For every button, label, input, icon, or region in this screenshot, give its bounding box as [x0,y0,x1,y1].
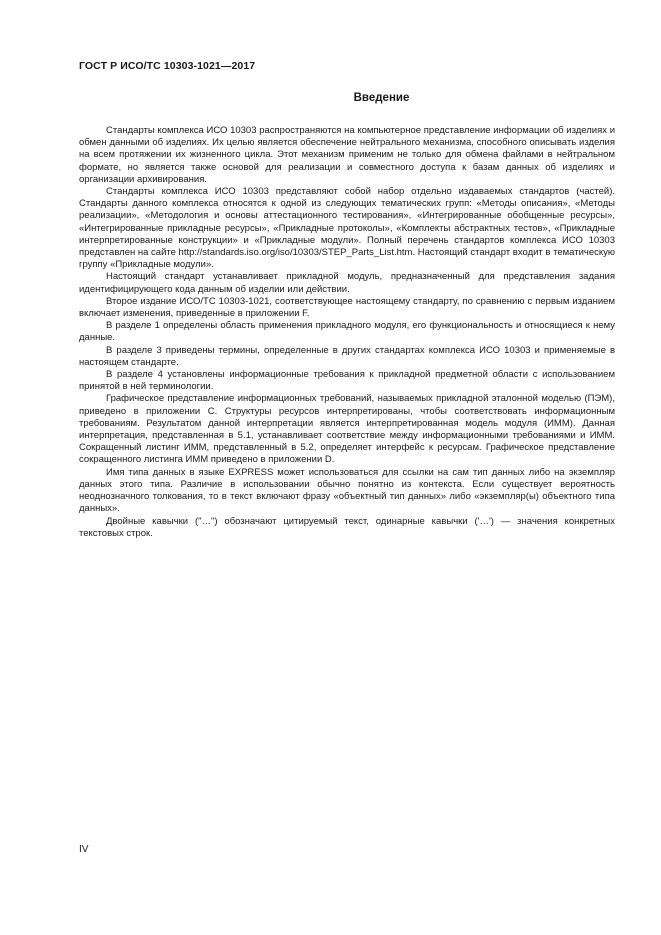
paragraph: Двойные кавычки ("…") обозначают цитируемый текст, одинарные кавычки ('…') — значения конкретных текстовых строк. [79,515,615,539]
document-header: ГОСТ Р ИСО/ТС 10303-1021—2017 [79,60,256,72]
paragraph: В разделе 1 определены область применения прикладного модуля, его функциональность и относящиеся к нему данные. [79,320,615,344]
body-text [79,125,615,540]
paragraph: Имя типа данных в языке EXPRESS может использоваться для ссылки на сам тип данных либо на экземпляр данных этого типа. Различие в использовании обычно понятно из контекста. Если существует вероятность неоднозначного толкования, то в текст включают фразу «объектный тип данных» либо «экземпляр(ы) объектного типа данных». [79,466,615,515]
paragraph: Стандарты комплекса ИСО 10303 представляют собой набор отдельно издаваемых стандартов (частей). Стандарты данного комплекса относятся к одной из следующих тематических групп: «Методы описания», «Методы реализации», «Методология и основы аттестационного тестирования», «Интегрированные обобщенные ресурсы», «Интегрированные прикладные ресурсы», «Прикладные протоколы», «Комплекты абстрактных тестов», «Прикладные интерпретированные конструкции» и «Прикладные модули». Полный перечень стандартов комплекса ИСО 10303 представлен на сайте http://standards.iso.org/iso/10303/STEP_Parts_List.htm. Настоящий стандарт входит в тематическую группу «Прикладные модули». [79,186,616,271]
paragraph: Стандарты комплекса ИСО 10303 распространяются на компьютерное представление информации об изделиях и обмен данными об изделиях. Их целью является обеспечение нейтрального механизма, способного описывать изделия на всем протяжении их жизненного цикла. Этот механизм применим не только для обмена файлами в нейтральном формате, но является также основой для реализации и совместного доступа к базам данных об изделиях и организации архивирования. [79,125,615,185]
paragraph: В разделе 4 установлены информационные требования к прикладной предметной области с использованием принятой в ней терминологии. [79,369,615,393]
section-title [79,92,582,104]
paragraph: В разделе 3 приведены термины, определенные в других стандартах комплекса ИСО 10303 и применяемые в настоящем стандарте. [79,344,615,368]
paragraph: Настоящий стандарт устанавливает прикладной модуль, предназначенный для представления задания идентифицирующего кода данным об изделии или действии. [79,271,615,295]
paragraph: Второе издание ИСО/ТС 10303-1021, соответствующее настоящему стандарту, по сравнению с первым изданием включает изменения, приведенные в приложении F. [79,295,615,320]
page-number: IV [79,844,89,855]
paragraph: Графическое представление информационных требований, называемых прикладной эталонной моделью (ПЭМ), приведено в приложении С. Структуры ресурсов интерпретированы, чтобы соответствовать информационным требованиям. Результатом данной интерпретации является интерпретированная модель модуля (ИММ). Данная интерпретация, представленная в 5.1, устанавливает соответствие между информационными требованиями и ИММ. Сокращенный листинг ИММ, представленный в 5.2, определяет интерфейс к ресурсам. Графическое представление сокращенного листинга ИММ приведено в приложении D. [79,393,615,466]
section-title-text: Введение [353,92,410,104]
